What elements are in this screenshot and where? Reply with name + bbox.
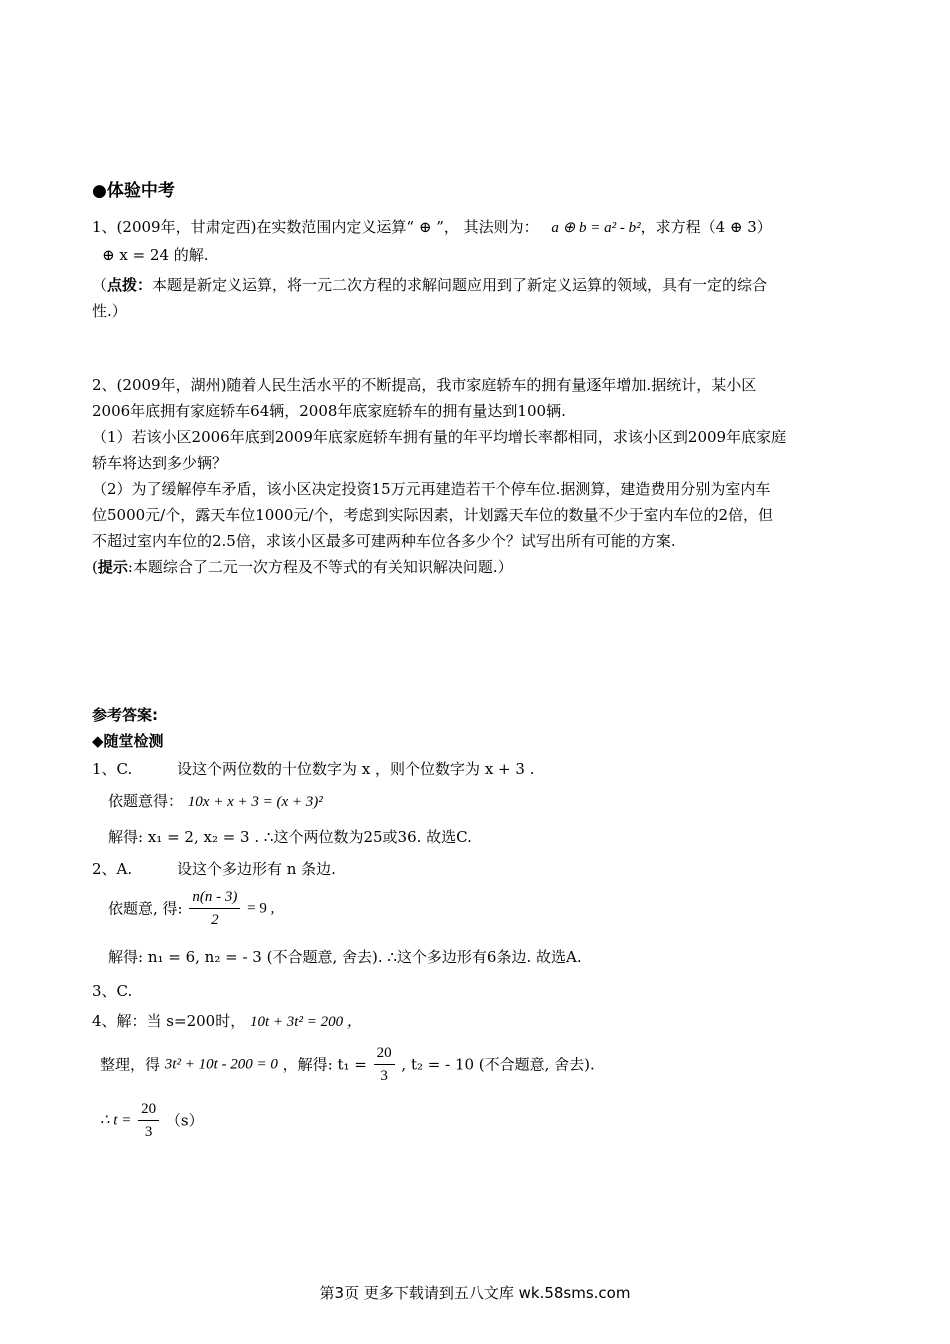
answer-3: 3、C.: [92, 982, 133, 1000]
q2-hint-text: :本题综合了二元一次方程及不等式的有关知识解决问题.）: [127, 558, 513, 576]
q2-hint-label: 提示: [97, 558, 128, 576]
answer-4-final-fraction: [138, 1098, 159, 1143]
answer-4-mid: ，解得: t₁ =: [282, 1055, 367, 1074]
answer-2-solution: 解得: n₁ = 6, n₂ = - 3 (不合题意, 舍去). ∴这个多边形有6条边. 故选A.: [108, 948, 582, 966]
answer-2-equation: [108, 886, 274, 931]
q2-part2-line1: （2）为了缓解停车矛盾，该小区决定投资15万元再建造若干个停车位.据测算，建造费用分别为室内车: [92, 480, 771, 498]
q1-hint-line1: （点拨：本题是新定义运算，将一元二次方程的求解问题应用到了新定义运算的领域，具有一定的综合: [92, 276, 768, 294]
answer-4-line1: [92, 1010, 362, 1033]
answer-4-intro: 4、解：当 s=200时，: [92, 1012, 246, 1030]
answers-subtitle: ◆随堂检测: [92, 732, 164, 750]
answer-2-frac-den: 2: [211, 912, 219, 928]
answer-4-final: [100, 1098, 204, 1143]
q1-hint-label: 点拨：: [107, 276, 153, 294]
answer-1-label: 1、C.: [92, 760, 133, 778]
answer-2-line: [92, 858, 336, 880]
q2-line2: 2006年底拥有家庭轿车64辆，2008年底家庭轿车的拥有量达到100辆.: [92, 402, 566, 420]
answer-1-text: 设这个两位数的十位数字为 x ，则个位数字为 x + 3 .: [177, 760, 535, 778]
q2-line1: 2、(2009年，湖州)随着人民生活水平的不断提高，我市家庭轿车的拥有量逐年增加.据统计，某小区: [92, 376, 757, 394]
answer-4-final-den: 3: [144, 1124, 153, 1140]
answer-2-text: 设这个多边形有 n 条边.: [176, 860, 336, 878]
q1-line2: ⊕ x = 24 的解.: [102, 246, 209, 264]
q2-hint: (提示:本题综合了二元一次方程及不等式的有关知识解决问题.）: [92, 558, 513, 576]
answer-1-line: [92, 758, 534, 780]
answer-1-eq-label: 依题意得：: [108, 792, 184, 810]
answer-2-fraction: [189, 886, 240, 931]
q1-prefix: 1、(2009年，甘肃定西)在实数范围内定义运算“ ⊕ ”， 其法则为：: [92, 218, 539, 236]
answer-4-final-prefix: ∴ t =: [100, 1112, 132, 1129]
q1-hint-text: 本题是新定义运算，将一元二次方程的求解问题应用到了新定义运算的领域，具有一定的综合: [152, 276, 768, 294]
answer-4-prefix: 整理，得: [100, 1055, 161, 1074]
answer-2-eq-rhs: = 9 ,: [247, 900, 275, 917]
q1-formula: a ⊕ b = a² - b²: [551, 220, 641, 236]
answer-4-frac-num: 20: [374, 1042, 395, 1065]
answer-4-eq2: 3t² + 10t - 200 = 0: [164, 1056, 278, 1073]
q1-line1: [92, 216, 772, 239]
answer-4-frac-den: 3: [380, 1068, 388, 1084]
section-title: ●体验中考: [92, 181, 175, 201]
answer-1-solution: 解得: x₁ = 2, x₂ = 3 . ∴这个两位数为25或36. 故选C.: [108, 828, 472, 846]
answer-4-fraction: [374, 1042, 395, 1087]
answer-4-suffix: , t₂ = - 10 (不合题意, 舍去).: [401, 1055, 595, 1074]
answer-2-frac-num: n(n - 3): [189, 886, 240, 909]
answer-2-eq-label: 依题意, 得:: [108, 899, 183, 918]
answer-2-label: 2、A.: [92, 860, 133, 878]
answers-title: 参考答案:: [92, 706, 158, 724]
page-footer: 第3页 更多下载请到五八文库 wk.58sms.com: [319, 1284, 631, 1302]
answer-4-final-num: 20: [138, 1098, 159, 1121]
q1-suffix: ，求方程（4 ⊕ 3）: [640, 218, 772, 236]
q2-part1-line1: （1）若该小区2006年底到2009年底家庭轿车拥有量的年平均增长率都相同，求该小区到2009年底家庭: [92, 428, 787, 446]
answer-1-eq: 10x + x + 3 = (x + 3)²: [187, 794, 323, 810]
q2-part1-line2: 轿车将达到多少辆？: [92, 454, 228, 472]
answer-4-line2: [100, 1042, 595, 1087]
answer-1-equation: [108, 790, 323, 813]
q2-part2-line3: 不超过室内车位的2.5倍，求该小区最多可建两种车位各多少个？试写出所有可能的方案.: [92, 532, 676, 550]
q2-part2-line2: 位5000元/个，露天车位1000元/个，考虑到实际因素，计划露天车位的数量不少于室内车位的2倍，但: [92, 506, 774, 524]
answer-4-final-unit: （s）: [165, 1111, 204, 1130]
q1-hint-line2: 性.）: [92, 302, 127, 320]
answer-4-eq1: 10t + 3t² = 200 ，: [250, 1014, 362, 1030]
